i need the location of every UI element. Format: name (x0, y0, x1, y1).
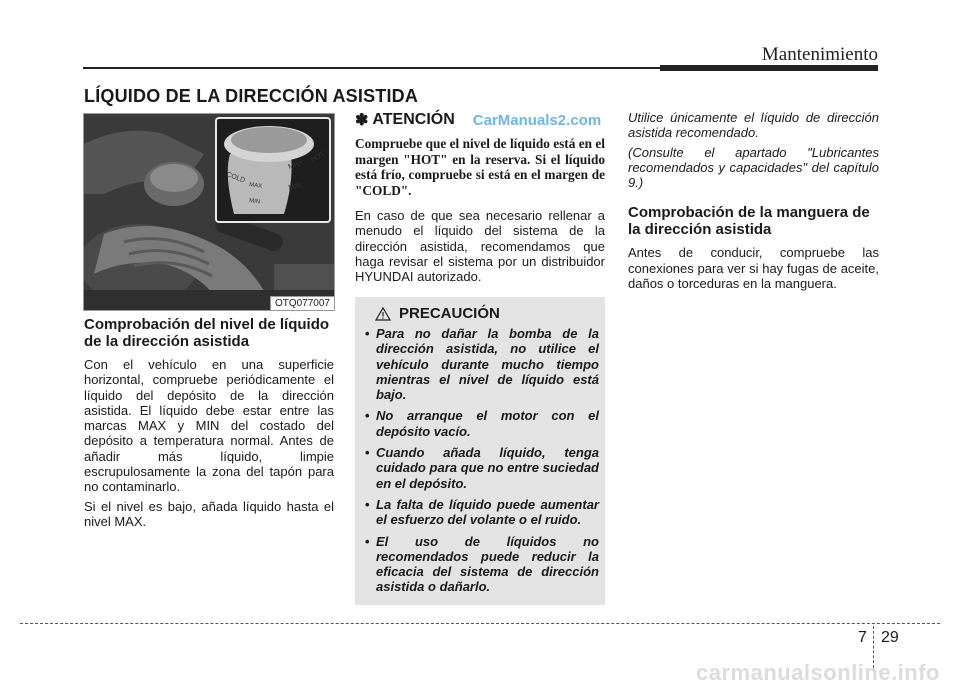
caution-item: • No arranque el motor con el depósito vacío. (365, 408, 599, 439)
level-check-heading: Comprobación del nivel de líquido de la dirección asistida (84, 316, 330, 350)
caution-box (355, 297, 605, 605)
page-number: 29 (881, 629, 899, 646)
photo-label-cold: COLD (225, 171, 246, 185)
photo-label-min-2: MIN (248, 198, 261, 206)
asterisk-icon: ✽ (355, 112, 369, 129)
attention-text: En caso de que sea necesario rellenar a menudo el líquido del sistema de la dirección asistida, recomendamos que haga revisar el sistema por un distribuidor HYUNDAI autorizado. (355, 208, 605, 285)
level-check-paragraph: Con el vehículo en una superficie horizontal, compruebe periódicamente el líquido del depósito de la dirección asistida. El líquido debe estar entre las marcas MAX y MIN del costado del depósito a temperatura normal. Antes de añadir más líquido, limpie escrupulosamente la zona del tapón para no contaminarlo. (84, 357, 334, 495)
header-rule-accent (660, 65, 878, 71)
level-check-section (84, 316, 334, 533)
photo-label-hot: HOT (309, 150, 326, 164)
footer-divider (20, 623, 940, 624)
level-check-paragraph: Si el nivel es bajo, añada líquido hasta el nivel MAX. (84, 498, 334, 529)
hose-check-section (628, 110, 879, 295)
attention-header (355, 110, 605, 130)
caution-item: • La falta de líquido puede aumentar el esfuerzo del volante o el ruido. (365, 497, 599, 528)
hose-check-heading: Comprobación de la manguera de la dirección asistida (628, 204, 870, 239)
attention-bold-text: Compruebe que el nivel de líquido está en el margen "HOT" en la reserva. Si el líquido está frío, compruebe si está en el margen de "COLD". (355, 136, 605, 198)
caution-header (365, 305, 599, 322)
caution-list (365, 326, 599, 595)
hose-check-text: Antes de conducir, compruebe las conexiones para ver si hay fugas de aceite, daños o torceduras en la manguera. (628, 245, 879, 292)
photo-label-max: MAX (287, 159, 305, 171)
photo-label-max-2: MAX (248, 182, 263, 190)
chapter-number: 7 (858, 629, 867, 646)
attention-title: ATENCIÓN (372, 111, 455, 128)
footer-watermark: carmanualsonline.info (696, 660, 940, 685)
photo-code: OTQ077007 (270, 296, 334, 310)
reservoir-photo (83, 113, 335, 311)
fluid-note: Utilice únicamente el líquido de dirección asistida recomendado. (628, 110, 879, 141)
caution-title: PRECAUCIÓN (399, 305, 500, 322)
site-watermark: CarManuals2.com (472, 111, 602, 129)
attention-section (355, 110, 605, 288)
photo-label-min: MIN (287, 182, 302, 192)
page-header-title: Mantenimiento (761, 44, 878, 65)
engine-bay-illustration (84, 114, 334, 310)
caution-item: • Para no dañar la bomba de la dirección asistida, no utilice el vehículo durante mucho tiempo mientras el nivel de líquido está bajo. (365, 326, 599, 402)
caution-item: • El uso de líquidos no recomendados puede reducir la eficacia del sistema de dirección asistida o dañarlo. (365, 534, 599, 595)
section-title: LÍQUIDO DE LA DIRECCIÓN ASISTIDA (84, 86, 419, 106)
caution-item: • Cuando añada líquido, tenga cuidado para que no entre suciedad en el depósito. (365, 445, 599, 491)
warning-triangle-icon (375, 307, 391, 321)
fluid-reference: (Consulte el apartado "Lubricantes recomendados y capacidades" del capítulo 9.) (628, 144, 879, 191)
